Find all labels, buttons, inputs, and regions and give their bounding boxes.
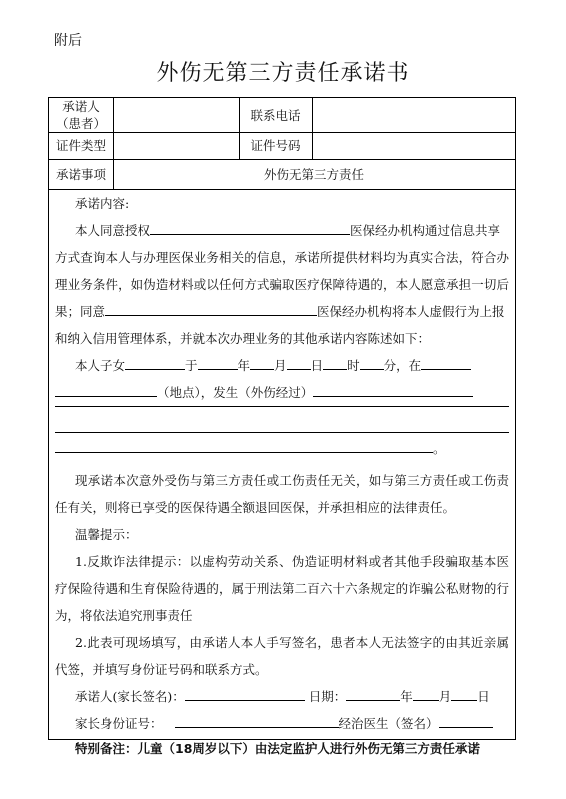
p1-end: 医保经办机构通过信息共享 xyxy=(350,223,501,238)
tips-heading: 温馨提示： xyxy=(75,527,138,542)
matter-label: 承诺事项 xyxy=(55,166,106,182)
minute-label: 分，在 xyxy=(383,358,422,373)
tip1-line1: 1.反欺诈法律提示：以虚构劳动关系、伪造证明材料或者其他手段骗取基本医 xyxy=(75,554,509,569)
p1-line4-end: 医保经办机构将本人虚假行为上报 xyxy=(317,304,505,319)
p1-line2: 方式查询本人与办理医保业务相关的信息，承诺所提供材料均为真实合法，符合办 xyxy=(55,250,509,265)
phone-label: 联系电话 xyxy=(250,107,301,123)
month-label: 月 xyxy=(274,358,287,373)
doctor-label: 经治医生（签名） xyxy=(338,716,439,731)
sign-year-input[interactable] xyxy=(346,686,400,701)
tip1-line3: 为，将依法追究刑事责任 xyxy=(55,608,193,623)
p1-line4-start: 果；同意 xyxy=(55,304,106,319)
year-label: 年 xyxy=(237,358,251,373)
injury-description-input[interactable] xyxy=(313,382,473,397)
child-label: 本人子女 xyxy=(75,358,126,373)
p1-line3: 理业务条件，如伪造材料或以任何方式骗取医疗保障待遇的，本人愿意承担一切后 xyxy=(55,277,509,292)
content-heading: 承诺内容: xyxy=(75,196,130,211)
tip2-line2: 代签，并填写身份证号码和联系方式。 xyxy=(55,662,268,677)
document-title: 外伤无第三方责任承诺书 xyxy=(156,61,410,86)
month-input[interactable] xyxy=(250,355,274,370)
hour-input[interactable] xyxy=(323,355,347,370)
consent-party-input[interactable] xyxy=(105,301,317,316)
sign-day-label: 日 xyxy=(477,689,490,704)
hour-label: 时 xyxy=(347,358,360,373)
injury-description-line[interactable] xyxy=(55,406,509,407)
p3-line1: 现承诺本次意外受伤与第三方责任或工伤责任无关，如与第三方责任或工伤责 xyxy=(75,473,509,488)
p2-end: 。 xyxy=(433,441,446,456)
doctor-signature-input[interactable] xyxy=(439,713,493,728)
authorized-party-input[interactable] xyxy=(150,220,350,235)
sign-day-input[interactable] xyxy=(451,686,477,701)
sign-year-label: 年 xyxy=(400,689,413,704)
minute-input[interactable] xyxy=(360,355,384,370)
p1-start: 本人同意授权 xyxy=(75,223,151,238)
tip1-line2: 疗保险待遇和生育保险待遇的，属于刑法第二百六十六条规定的诈骗公私财物的行 xyxy=(55,581,509,596)
commitment-form xyxy=(48,97,516,756)
id-type-label: 证件类型 xyxy=(55,138,106,153)
sign-month-input[interactable] xyxy=(413,686,439,701)
location-input[interactable] xyxy=(55,382,157,397)
signature-label: 承诺人(家长签名)： xyxy=(75,689,185,704)
day-label: 日 xyxy=(310,358,324,373)
id-number-input[interactable] xyxy=(313,133,515,158)
place-label: （地点），发生（外伤经过） xyxy=(157,385,314,400)
sign-month-label: 月 xyxy=(438,689,452,704)
tip2-line1: 2.此表可现场填写，由承诺人本人手写签名，患者本人无法签字的由其近亲属 xyxy=(75,635,509,650)
injury-description-line[interactable] xyxy=(55,432,509,433)
year-input[interactable] xyxy=(198,355,238,370)
date-label: 日期： xyxy=(308,689,347,704)
appendix-label: 附后 xyxy=(54,33,82,49)
p1-line5: 和纳入信用管理体系，并就本次办理业务的其他承诺内容陈述如下： xyxy=(55,331,431,346)
p3-line2: 任有关，则将已享受的医保待遇全额退回医保，并承担相应的法律责任。 xyxy=(55,500,456,515)
injury-description-line[interactable] xyxy=(55,438,433,453)
id-number-label: 证件号码 xyxy=(250,138,301,153)
id-type-input[interactable] xyxy=(114,133,238,158)
matter-value: 外伤无第三方责任 xyxy=(263,166,364,182)
location-input-start[interactable] xyxy=(421,355,471,370)
signature-input[interactable] xyxy=(185,686,305,701)
phone-input[interactable] xyxy=(313,99,515,131)
parent-id-input[interactable] xyxy=(175,713,339,728)
parent-id-label: 家长身份证号： xyxy=(75,716,163,731)
child-name-input[interactable] xyxy=(125,355,185,370)
special-note: 特别备注：儿童（18周岁以下）由法定监护人进行外伤无第三方责任承诺 xyxy=(75,741,480,756)
day-input[interactable] xyxy=(287,355,311,370)
promisor-input[interactable] xyxy=(114,99,238,131)
yu-label: 于 xyxy=(185,358,198,373)
promisor-label: 承诺人 （患者） xyxy=(55,99,106,131)
